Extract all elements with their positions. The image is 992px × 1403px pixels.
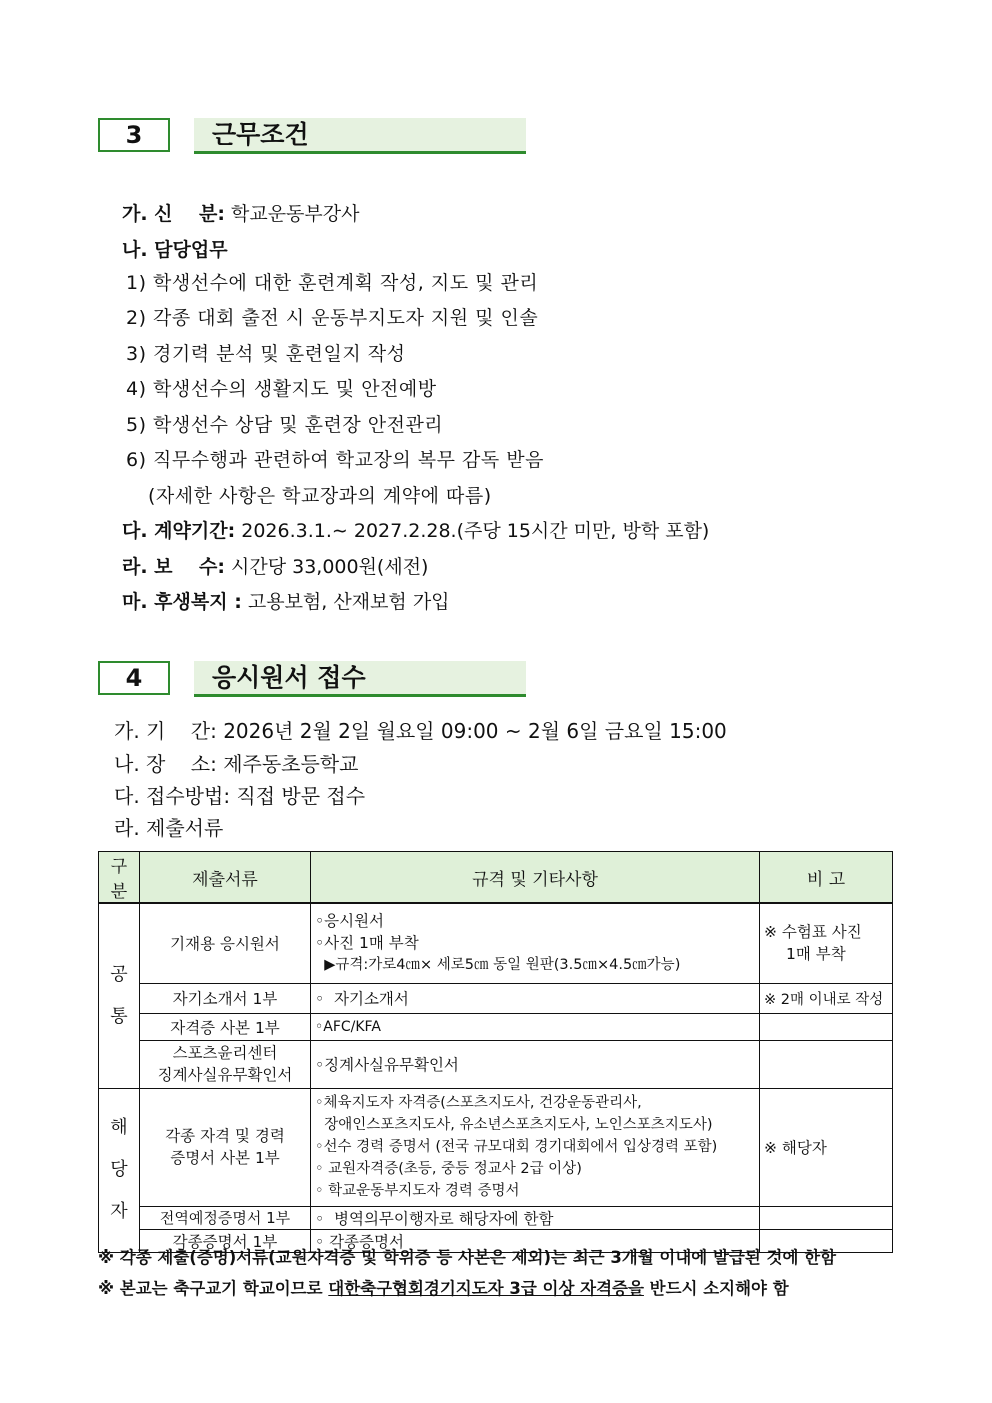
contract-period-value: 2026.3.1.∼ 2027.2.28.(주당 15시간 미만, 방학 포함): [241, 520, 710, 542]
application-place: 나. 장 소: 제주동초등학교: [114, 752, 359, 776]
required-license: 대한축구협회경기지도자 3급 이상 자격증을: [328, 1279, 644, 1298]
doc-license-copy: 자격증 사본 1부: [140, 1013, 311, 1040]
spec-discharge: ◦ 병역의무이행자로 해당자에 한함: [311, 1206, 760, 1229]
footnote-issuance: ※ 각종 제출(증명)서류(교원자격증 및 학위증 등 사본은 제외)는 최근 3개월 이내에 발급된 것에 한함: [98, 1248, 837, 1267]
spec-ethics-center: ◦징계사실유무확인서: [311, 1040, 760, 1088]
duty-item: 6) 직무수행과 관련하여 학교장의 복무 감독 받음: [126, 449, 544, 471]
note-photo: ※ 수험표 사진 1매 부착: [760, 903, 893, 983]
status-label: 가. 신 분:: [122, 203, 225, 225]
note-applicable: ※ 해당자: [760, 1088, 893, 1206]
table-row: [99, 983, 893, 1013]
spec-self-intro: ◦ 자기소개서: [311, 983, 760, 1013]
spec-license-copy: ◦AFC/KFA: [311, 1013, 760, 1040]
doc-misc-certs: 각종증명서 1부: [140, 1229, 311, 1252]
duty-item: 4) 학생선수의 생활지도 및 안전예방: [126, 378, 437, 400]
group-common: 공 통: [99, 903, 140, 1088]
welfare-line: [122, 587, 450, 614]
note-empty: [760, 1013, 893, 1040]
spec-application-form: ◦응시원서 ◦사진 1매 부착 ▶규격:가로4㎝× 세로5㎝ 동일 원판(3.5㎝×4.5㎝가능): [311, 903, 760, 983]
welfare-label: 마. 후생복지 :: [122, 591, 242, 613]
section-3-number: 3: [98, 118, 170, 152]
spec-certificates: ◦체육지도자 자격증(스포츠지도사, 건강운동관리사, 장애인스포츠지도사, 유소년스포츠지도사, 노인스포츠지도사) ◦선수 경력 증명서 (전국 규모대회 경기대회에서 입상경력 포함) ◦ 교원자격증(초등, 중등 정교사 2급 이상) ◦ 학교운동부지도자 경력 증명서: [311, 1088, 760, 1206]
application-period: 가. 기 간: 2026년 2월 2일 월요일 09:00 ~ 2월 6일 금요일 15:00: [114, 719, 727, 743]
salary-label: 라. 보 수:: [122, 556, 225, 578]
section-3-title: 근무조건: [194, 118, 526, 154]
note-self-intro: ※ 2매 이내로 작성: [760, 983, 893, 1013]
table-row: [99, 903, 893, 983]
doc-ethics-center: 스포츠윤리센터 징계사실유무확인서: [140, 1040, 311, 1088]
footnote-license: ※ 본교는 축구교기 학교이므로 대한축구협회경기지도자 3급 이상 자격증을 반드시 소지해야 함: [98, 1279, 789, 1298]
header-remarks: 비 고: [760, 852, 893, 904]
duty-item: 2) 각종 대회 출전 시 운동부지도자 지원 및 인솔: [126, 307, 539, 329]
doc-application-form: 기재용 응시원서: [140, 903, 311, 983]
group-applicable: 해 당 자: [99, 1088, 140, 1252]
table-row: [99, 1013, 893, 1040]
duty-item: 3) 경기력 분석 및 훈련일지 작성: [126, 343, 406, 365]
section-4-number: 4: [98, 661, 170, 695]
duty-item: 1) 학생선수에 대한 훈련계획 작성, 지도 및 관리: [126, 272, 539, 294]
table-row: [99, 1040, 893, 1088]
welfare-value: 고용보험, 산재보험 가입: [247, 591, 450, 613]
doc-self-intro: 자기소개서 1부: [140, 983, 311, 1013]
contract-period-label: 다. 계약기간:: [122, 520, 236, 542]
spec-misc-certs: ◦ 각종증명서: [311, 1229, 760, 1252]
salary-value: 시간당 33,000원(세전): [231, 556, 429, 578]
doc-certificates: 각종 자격 및 경력 증명서 사본 1부: [140, 1088, 311, 1206]
duties-heading: 나. 담당업무: [122, 239, 228, 261]
header-spec: 규격 및 기타사항: [311, 852, 760, 904]
section-4-title: 응시원서 접수: [194, 661, 526, 697]
application-method: 다. 접수방법: 직접 방문 접수: [114, 784, 366, 808]
documents-heading: 라. 제출서류: [114, 816, 224, 840]
header-document: 제출서류: [140, 852, 311, 904]
table-header-row: [99, 852, 893, 904]
note-empty: [760, 1040, 893, 1088]
doc-discharge: 전역예정증명서 1부: [140, 1206, 311, 1229]
duty-note: (자세한 사항은 학교장과의 계약에 따름): [148, 485, 492, 507]
status-value: 학교운동부강사: [231, 203, 360, 225]
documents-table: [98, 851, 893, 1253]
header-category: 구분: [99, 852, 140, 904]
contract-period-line: [122, 516, 709, 543]
table-row: [99, 1206, 893, 1229]
note-empty: [760, 1206, 893, 1229]
table-row: [99, 1088, 893, 1206]
duty-item: 5) 학생선수 상담 및 훈련장 안전관리: [126, 414, 444, 436]
status-line: [122, 199, 359, 226]
salary-line: [122, 552, 428, 579]
